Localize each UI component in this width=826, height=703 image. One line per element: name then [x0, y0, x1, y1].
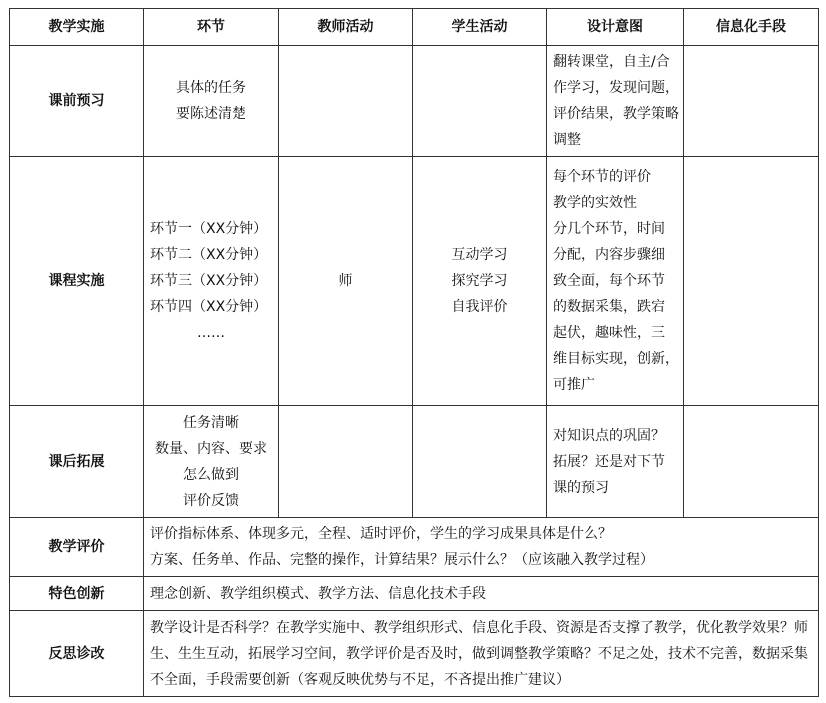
- extend-student-cell: [413, 406, 547, 518]
- implement-link-ellipsis: ……: [197, 325, 225, 341]
- preview-design-cell: 翻转课堂，自主/合作学习，发现问题，评价结果，教学策略调整: [547, 46, 684, 157]
- extend-link-line: 数量、内容、要求: [155, 440, 267, 457]
- header-row: [10, 9, 819, 46]
- extend-design-line: 对知识点的巩固？: [553, 427, 665, 444]
- implement-link-line: 环节二（XX分钟）: [150, 247, 268, 263]
- row-label-reflection: 反思诊改: [10, 611, 144, 697]
- extend-it-cell: [684, 406, 819, 518]
- implement-design-cell: [547, 157, 684, 406]
- implement-link-cell: [144, 157, 279, 406]
- implement-design-line: 维目标实现，创新，: [553, 351, 679, 367]
- extend-link-cell: [144, 406, 279, 518]
- row-preview: [10, 46, 819, 157]
- header-teacher-activity: 教师活动: [279, 9, 413, 46]
- implement-teacher-cell: 师: [279, 157, 413, 406]
- extend-design-cell: [547, 406, 684, 518]
- extend-design-line: 拓展？还是对下节: [553, 453, 665, 470]
- implement-student-line: 自我评价: [451, 299, 508, 315]
- implement-design-line: 教学的实效性: [553, 195, 637, 211]
- evaluation-line: 方案、任务单、作品、完整的操作，计算结果？展示什么？（应该融入教学过程）: [150, 552, 654, 568]
- preview-link-cell: [144, 46, 279, 157]
- preview-student-cell: [413, 46, 547, 157]
- preview-link-line: 具体的任务: [176, 80, 246, 96]
- extend-link-line: 怎么做到: [183, 466, 239, 483]
- implement-design-line: 起伏，趣味性，三: [553, 325, 665, 341]
- implement-it-cell: [684, 157, 819, 406]
- row-innovation: [10, 577, 819, 611]
- implement-link-line: 环节一（XX分钟）: [150, 221, 268, 237]
- implement-design-line: 可推广: [553, 377, 595, 393]
- row-label-implement: 课程实施: [10, 157, 144, 406]
- extend-teacher-cell: [279, 406, 413, 518]
- row-label-evaluation: 教学评价: [10, 518, 144, 577]
- implement-student-line: 互动学习: [451, 247, 508, 263]
- implement-design-line: 致全面，每个环节: [553, 273, 665, 289]
- row-implement: [10, 157, 819, 406]
- implement-design-line: 的数据采集，跌宕: [553, 299, 665, 315]
- implement-link-line: 环节四（XX分钟）: [150, 299, 268, 315]
- implement-design-line: 分配，内容步骤细: [553, 247, 665, 263]
- row-reflection: [10, 611, 819, 697]
- extend-design-line: 课的预习: [553, 479, 609, 496]
- evaluation-line: 评价指标体系、体现多元，全程、适时评价，学生的学习成果具体是什么？: [150, 526, 612, 542]
- implement-student-line: 探究学习: [451, 273, 508, 289]
- evaluation-content-cell: [144, 518, 819, 577]
- reflection-content-cell: 教学设计是否科学？在教学实施中、教学组织形式、信息化手段、资源是否支撑了教学，优化教学效果？师生、生生互动，拓展学习空间，教学评价是否及时，做到调整教学策略？不足之处，技术不完善，数据采集不全面，手段需要创新（客观反映优势与不足，不吝提出推广建议）: [144, 611, 819, 697]
- implement-design-line: 每个环节的评价: [553, 169, 651, 185]
- preview-teacher-cell: [279, 46, 413, 157]
- header-implementation: 教学实施: [10, 9, 144, 46]
- extend-link-line: 任务清晰: [183, 414, 239, 431]
- lesson-design-table: [9, 8, 819, 697]
- header-link: 环节: [144, 9, 279, 46]
- preview-link-line: 要陈述清楚: [176, 106, 246, 122]
- row-extend: [10, 406, 819, 518]
- implement-link-line: 环节三（XX分钟）: [150, 273, 268, 289]
- row-label-extend: 课后拓展: [10, 406, 144, 518]
- extend-link-line: 评价反馈: [183, 492, 239, 509]
- header-student-activity: 学生活动: [413, 9, 547, 46]
- implement-design-line: 分几个环节，时间: [553, 221, 665, 237]
- innovation-content-cell: 理念创新、教学组织模式、教学方法、信息化技术手段: [144, 577, 819, 611]
- header-it-means: 信息化手段: [684, 9, 819, 46]
- implement-student-cell: [413, 157, 547, 406]
- header-design-intent: 设计意图: [547, 9, 684, 46]
- preview-it-cell: [684, 46, 819, 157]
- row-evaluation: [10, 518, 819, 577]
- row-label-preview: 课前预习: [10, 46, 144, 157]
- row-label-innovation: 特色创新: [10, 577, 144, 611]
